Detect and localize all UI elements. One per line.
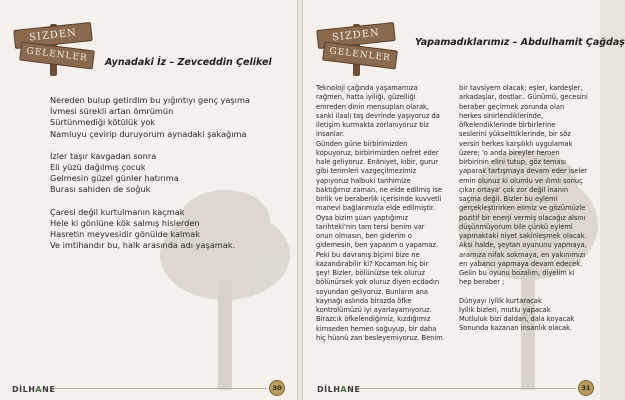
article-line: bir tavsiyem olacak; eşler, kardeşler, xyxy=(459,84,583,92)
article-title: Yapamadıklarımız – Abdulhamit Çağdaş xyxy=(415,37,625,48)
poem-line: Namluyu çevirip duruyorum aynadaki şakağıma xyxy=(50,128,247,139)
article-line: en yabancı yapmaya devam edecek. xyxy=(459,259,583,268)
article-line: birlik ve beraberlik içerisinde kuvvetli xyxy=(316,195,442,203)
article-line: rağmen, hatta iyiliği, güzelliği xyxy=(316,93,416,102)
article-line: gibi terimleri vazgeçilmezimiz xyxy=(316,167,417,176)
footer-divider xyxy=(52,388,267,389)
dilhane-logo: DİLHANE xyxy=(12,385,56,394)
poem-line: Burası sahiden de soğuk xyxy=(50,184,151,195)
page-number-badge: 30 xyxy=(269,380,285,396)
article-line: emin olunuz ki olumlu ve ılımlı sonuç xyxy=(459,176,583,185)
article-line: arkadaşlar, dostlar.. Günümü, gecesini xyxy=(459,93,588,102)
sizden-gelenler-signpost xyxy=(10,18,96,74)
right-page xyxy=(303,0,625,400)
poem-line: Eli yüzü dağılmış çocuk xyxy=(50,162,146,173)
article-line: İyilik bizleri, mutlu yapacak xyxy=(459,305,551,314)
article-line: emreden dinin mensupları olarak, xyxy=(316,102,430,111)
article-line: aramıza nifak sokmaya, en yakınımızı xyxy=(459,250,586,259)
article-line: düşünmüyorum bile çünkü eylemi xyxy=(459,222,573,231)
article-line: seslerini yükselttiklerinde, bir söz xyxy=(459,130,571,139)
poem-line: Sürtünmediği kötülük yok xyxy=(50,117,156,128)
page-number-badge: 31 xyxy=(578,380,594,396)
article-line: tarihteki'nin tam tersi benim var xyxy=(316,222,425,231)
article-column-1 xyxy=(316,84,456,343)
sign-top-label: SIZDEN xyxy=(316,22,396,49)
left-page xyxy=(0,0,297,400)
article-column-2 xyxy=(459,84,595,334)
article-line: Gelin bu oyunu bozalım, diyelim ki xyxy=(459,269,575,277)
article-line: sanki ilaalı taş devrinde yaşıyoruz da xyxy=(316,111,440,120)
article-line: yapıyoruz halbuki tarihimize xyxy=(316,176,411,185)
article-line: manevi bağlarımızla elde edilmiştir. xyxy=(316,204,436,213)
poem-line: Hele ki gönlüne kök salmış hislerden xyxy=(50,217,200,228)
sign-bottom-label: GELENLER xyxy=(19,42,95,70)
dilhane-logo: DİLHANE xyxy=(317,385,361,394)
poem-line: Ve imtihandır bu, halk arasında adı yaşamak. xyxy=(50,240,236,251)
sign-top-label: SIZDEN xyxy=(13,22,93,49)
article-line: Oysa bizim şuan yaptığımız xyxy=(316,213,408,222)
article-line: beraber geçirmek zorunda olan xyxy=(459,102,565,111)
article-line: hale geliyoruz. Enâniyet, kibir, gurur xyxy=(316,158,438,166)
article-line: Mutluluk bizi daldan, dala koyacak xyxy=(459,315,575,323)
article-line: Peki bu davranış biçimi bize ne xyxy=(316,250,420,259)
poem-stanza xyxy=(50,95,290,140)
article-line: pozitif bir enerji vermiş olacağız alsını xyxy=(459,213,586,222)
article-line: iletişim kurmakta zorlanıyoruz biz xyxy=(316,121,429,129)
poem-line: İvmesi sürekli artan ömrümün xyxy=(50,106,174,117)
article-line: öfkelendiklerinde birbirlerine xyxy=(459,121,556,129)
article-line: Aksi halde, şeytan oyununu yapmaya, xyxy=(459,241,587,250)
sign-bottom-label: GELENLER xyxy=(322,42,398,70)
poem-title: Aynadaki İz – Zevceddin Çelikel xyxy=(105,57,272,68)
article-line: saçma değil. Bizler bu eylemi xyxy=(459,195,558,203)
article-line: soyundan geliyoruz. Bunların ana xyxy=(316,287,429,296)
article-line: Günden güne birbirimizden xyxy=(316,139,408,148)
poem-line: İzler taşır kavgadan sonra xyxy=(50,150,157,161)
footer-divider xyxy=(355,388,576,389)
article-line: Dünyayı iyilik kurtaracak xyxy=(459,296,542,305)
article-line: onun olmasın, ben giderim o xyxy=(316,232,412,240)
article-line: kaynağı aslında birazda öfke xyxy=(316,296,412,305)
article-line: şey! Bizler, bölünüzse tek oluruz xyxy=(316,269,425,277)
article-line: birbirinin elini tutup, göz teması xyxy=(459,158,566,166)
poem-line: Nereden bulup getirdim bu yığıntıyı genç yaşıma xyxy=(50,95,250,105)
article-line: versin herkes karşılıklı uygulamak xyxy=(459,139,573,148)
poem-line: Çaresi değil kurtulmanın kaçmak xyxy=(50,206,185,217)
poem-line: Gelmesin güzel günler hatırıma xyxy=(50,173,179,184)
article-line: kontrolümüzü iyi ayarlayamıyoruz. xyxy=(316,306,432,314)
article-line: insanlar. xyxy=(316,130,345,139)
article-line: kopuyoruz, birbirimizden nefret eder xyxy=(316,148,439,157)
article-line: gerçekleştirirken elimiz ve gözümüzle xyxy=(459,204,586,213)
poem-body xyxy=(50,95,290,262)
article-line: herkes sinirlendiklerinde, xyxy=(459,111,544,120)
article-line: gidemesin, ben yaparım o yapamaz. xyxy=(316,241,439,250)
article-line: baktığımız zaman, ne elde edilmiş ise xyxy=(316,185,442,194)
paragraph-gap xyxy=(459,288,595,297)
article-line: hiç hüsnü zan besleyemiyoruz. Benim xyxy=(316,333,443,342)
article-line: kimseden hemen soğuyup, bir daha xyxy=(316,324,437,333)
article-line: çıkar ortaya' çok zor değil inanın xyxy=(459,185,569,194)
poem-stanza xyxy=(50,151,290,196)
article-line: Teknoloji çağında yaşamamıza xyxy=(316,84,418,92)
article-line: bölünürsek yok oluruz diyen ecdadın xyxy=(316,278,440,287)
article-line: Birazcık öfkelendiğimiz, kızdığımız xyxy=(316,315,431,324)
article-line: yapmaktaki niyet sakinleşmek olacak. xyxy=(459,232,587,240)
poem-stanza xyxy=(50,207,290,252)
article-line: yaparak tartışmaya devam eder iseler xyxy=(459,167,588,176)
article-line: hep beraber ; xyxy=(459,278,505,287)
article-line: Sonunda kazanan insanlık olacak. xyxy=(459,324,573,333)
article-line: üzere; 'o anda bireyler hemen xyxy=(459,148,560,157)
poem-line: Hasretin meyvesidir gönülde kalmak xyxy=(50,229,200,240)
sizden-gelenler-signpost xyxy=(313,18,399,74)
article-line: kazandırabilir ki? Kocaman hiç bir xyxy=(316,259,429,268)
